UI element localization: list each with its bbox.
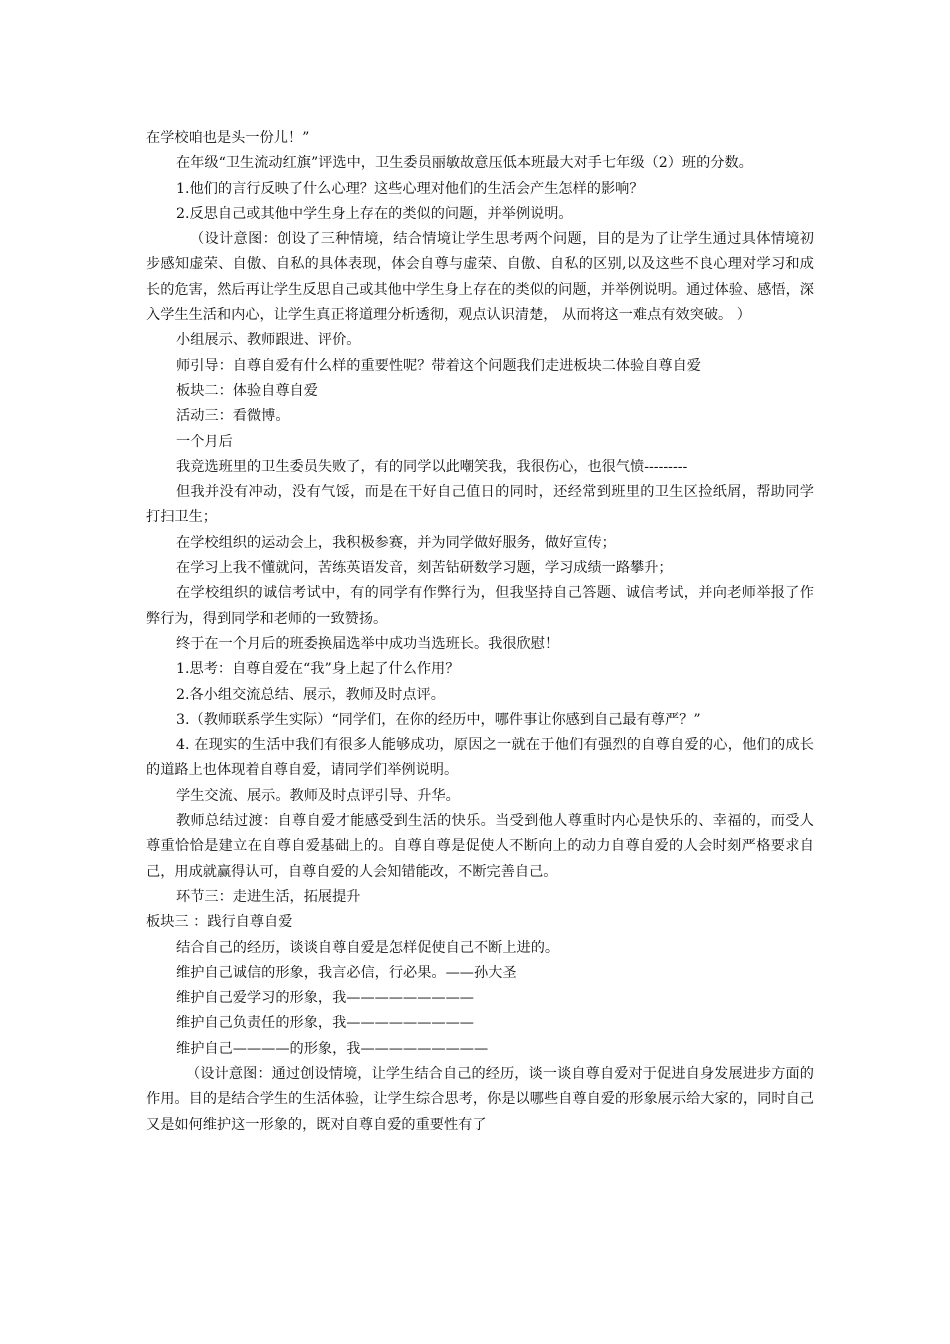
paragraph: 活动三：看微博。 xyxy=(176,408,290,425)
design-intent-paragraph: （设计意图：创设了三种情境，结合情境让学生思考两个问题，目的是为了让学生通过具体情境初步感知虚荣、自傲、自私的具体表现，体会自尊与虚荣、自傲、自私的区别,以及这些不良心理对学习和成长的危害，然后再让学生反思自己或其他中学生身上存在的类似的问题，并举例说明。通过体验、感悟，深入学生生活和内心，让学生真正将道理分析透彻，观点认识清楚， 从而将这一难点有效突破。 ） xyxy=(146,231,814,324)
paragraph: 在年级“卫生流动红旗”评选中，卫生委员丽敏故意压低本班最大对手七年级（2）班的分数。 xyxy=(176,155,753,172)
paragraph: 学生交流、展示。教师及时点评引导、升华。 xyxy=(176,787,460,804)
paragraph: 师引导：自尊自爱有什么样的重要性呢？带着这个问题我们走进板块二体验自尊自爱 xyxy=(176,357,701,374)
paragraph: 结合自己的经历，谈谈自尊自爱是怎样促使自己不断上进的。 xyxy=(176,939,560,956)
paragraph: 一个月后 xyxy=(176,433,233,450)
paragraph: 在学习上我不懂就问，苦练英语发音，刻苦钻研数学习题，学习成绩一路攀升； xyxy=(176,560,673,577)
paragraph: 在学校组织的诚信考试中，有的同学有作弊行为，但我坚持自己答题、诚信考试，并向老师举报了作弊行为，得到同学和老师的一致赞扬。 xyxy=(146,585,814,627)
paragraph: 教师总结过渡：自尊自爱才能感受到生活的快乐。当受到他人尊重时内心是快乐的、幸福的，而受人尊重恰恰是建立在自尊自爱基础上的。自尊自尊是促使人不断向上的动力自尊自爱的人会时刻严格要求自己，用成就赢得认可，自尊自爱的人会知错能改，不断完善自己。 xyxy=(146,813,814,880)
section-heading: 环节三：走进生活，拓展提升 xyxy=(176,888,361,905)
design-intent-paragraph: （设计意图：通过创设情境，让学生结合自己的经历，谈一谈自尊自爱对于促进自身发展进步方面的作用。目的是结合学生的生活体验，让学生综合思考，你是以哪些自尊自爱的形象展示给大家的，同时自己又是如何维护这一形象的，既对自尊自爱的重要性有了 xyxy=(146,1065,814,1133)
document-body xyxy=(146,126,814,1138)
paragraph: 小组展示、教师跟进、评价。 xyxy=(176,332,361,349)
paragraph: 1.他们的言行反映了什么心理？这些心理对他们的生活会产生怎样的影响？ xyxy=(176,180,644,197)
paragraph: 维护自己负责任的形象，我————————— xyxy=(176,1015,474,1032)
section-heading: 板块三 ：践行自尊自爱 xyxy=(146,914,293,931)
paragraph: 2.各小组交流总结、展示，教师及时点评。 xyxy=(176,686,445,703)
paragraph: 终于在一个月后的班委换届选举中成功当选班长。我很欣慰！ xyxy=(176,635,560,652)
paragraph: 我竞选班里的卫生委员失败了，有的同学以此嘲笑我，我很伤心，也很气愤--------- xyxy=(176,458,688,475)
paragraph: 4. 在现实的生活中我们有很多人能够成功，原因之一就在于他们有强烈的自尊自爱的心，他们的成长的道路上也体现着自尊自爱，请同学们举例说明。 xyxy=(146,737,814,779)
paragraph: 但我并没有冲动，没有气馁，而是在干好自己值日的同时，还经常到班里的卫生区捡纸屑，帮助同学打扫卫生； xyxy=(146,484,814,526)
paragraph: 维护自己————的形象，我————————— xyxy=(176,1040,489,1057)
paragraph: 2.反思自己或其他中学生身上存在的类似的问题，并举例说明。 xyxy=(176,205,573,222)
paragraph: 在学校咱也是头一份儿！” xyxy=(146,130,310,146)
paragraph: 在学校组织的运动会上，我积极参赛，并为同学做好服务，做好宣传； xyxy=(176,534,616,551)
paragraph: 3.（教师联系学生实际）“同学们，在你的经历中，哪件事让你感到自己最有尊严？” xyxy=(176,711,701,728)
section-heading: 板块二：体验自尊自爱 xyxy=(176,382,318,399)
paragraph: 1.思考：自尊自爱在“我”身上起了什么作用？ xyxy=(176,661,460,678)
paragraph: 维护自己诚信的形象，我言必信，行必果。——孙大圣 xyxy=(176,964,517,981)
paragraph: 维护自己爱学习的形象，我————————— xyxy=(176,990,474,1007)
